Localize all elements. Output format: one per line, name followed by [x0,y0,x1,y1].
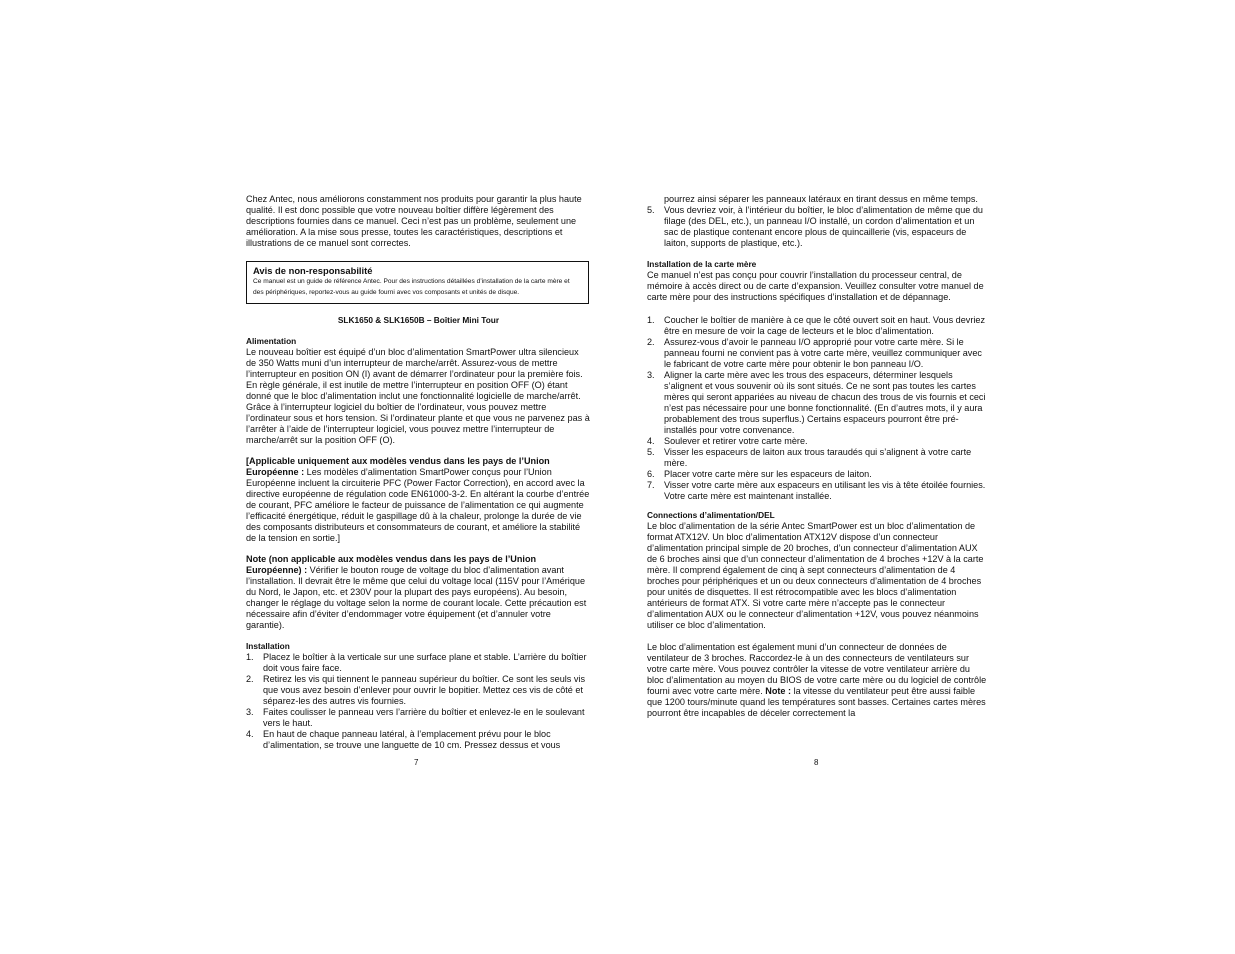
page-number-right: 8 [814,758,819,767]
list-number: 3. [647,370,655,380]
note-section [246,554,591,631]
list-number: 7. [647,480,655,490]
list-item [647,436,989,447]
list-number: 1. [647,315,655,325]
list-text: Placez le boîtier à la verticale sur une surface plane et stable. L’arrière du boîtier doit vous faire face. [263,652,587,673]
list-item [246,707,591,729]
connections-heading: Connections d’alimentation/DEL [647,510,775,520]
list-item [647,370,989,436]
list-text: Vous devriez voir, à l’intérieur du boîtier, le bloc d’alimentation de même que du filage (des DEL, etc.), un panneau I/O installé, un cordon d’alimentation et un sac de plastique contenant encore plous de quincaillerie (vis, espaceurs de laiton, supports de plastique, etc.). [664,205,983,248]
eu-bold: [Applicable uniquement aux modèles vendus dans les pays de l’Union Européenne : [246,456,550,477]
motherboard-heading: Installation de la carte mère [647,259,757,269]
list-item [647,469,989,480]
list-item [647,205,989,249]
list-number: 5. [647,205,655,215]
motherboard-list [647,315,989,502]
note-bold: Note (non applicable aux modèles vendus dans les pays de l’Union Européenne) : [246,554,537,575]
list-item [647,480,989,502]
installation-heading: Installation [246,641,290,651]
fan-text-2: la vitesse du ventilateur peut être aussi faible que 1200 tours/minute quand les températures sont basses. Certaines cartes mères pourront être incapables de déceler correctement la [647,686,986,718]
installation-list-cont [647,205,989,249]
installation-list [246,652,591,751]
list-item [246,729,591,751]
list-item [246,652,591,674]
fan-paragraph [647,642,989,719]
list-number: 4. [246,729,254,739]
list-number: 4. [647,436,655,446]
list-text: En haut de chaque panneau latéral, à l’emplacement prévu pour le bloc d’alimentation, se trouve une languette de 10 cm. Pressez dessus et vous [263,729,561,750]
list-text: Faites coulisser le panneau vers l’arrière du boîtier et enlevez-le en le soulevant vers le haut. [263,707,585,728]
list-text: Aligner la carte mère avec les trous des espaceurs, déterminer lesquels s’alignent et vous souvenir où ils sont situés. Ce ne sont pas toutes les cartes mères qui seront appariées au niveau de chacun des trous de vis fournis et ceci n’est pas nécessaire pour une bonne fonctionnalité. (En d’autres mots, il y aura probablement des trous superflus.) Certains espaceurs pourront être pré-installés pour votre convenance. [664,370,986,435]
list-number: 1. [246,652,254,662]
fan-section [647,642,989,719]
connections-text: Le bloc d’alimentation de la série Antec SmartPower est un bloc d’alimentation de format ATX12V. Un bloc d’alimentation ATX12V dispose d’un connecteur d’alimentation principal simple de 20 broches, d’un connecteur d’alimentation AUX de 6 broches ainsi que d’un connecteur d’alimentation de 4 broches +12V à la carte mère. Il comprend également de cinq à sept connecteurs d’alimentation de 4 broches pour périphériques et un ou deux connecteurs d’alimentation de 4 broches pour unités de disquettes. Il est rétrocompatible avec les blocs d’alimentation antérieurs de format ATX. Si votre carte mère n’accepte pas le connecteur d’alimentation AUX ou le connecteur d’alimentation +12V, vous pouvez néanmoins utiliser ce bloc d’alimentation. [647,521,984,630]
connections-section [647,510,989,631]
list-item [647,337,989,370]
fan-text-1: Le bloc d’alimentation est également muni d’un connecteur de données de ventilateur de 3 broches. Raccordez-le à un des connecteurs de ventilateurs sur votre carte mère. Vous pouvez contrôler la vitesse de votre ventilateur arrière du bloc d’alimentation au moyen du BIOS de votre carte mère ou du logiciel de contrôle fourni avec votre carte mère. [647,642,987,696]
disclaimer-title: Avis de non-responsabilité [253,265,373,276]
list-text: Visser les espaceurs de laiton aux trous taraudés qui s’alignent à votre carte mère. [664,447,972,468]
motherboard-steps [647,315,989,502]
eu-section [246,456,591,544]
continuation-text: pourrez ainsi séparer les panneaux latéraux en tirant dessus en même temps. [664,194,978,204]
page-number-left: 7 [414,758,419,767]
note-paragraph [246,554,591,631]
product-title: SLK1650 & SLK1650B – Boîtier Mini Tour [337,315,500,325]
list-text: Soulever et retirer votre carte mère. [664,436,808,446]
disclaimer-text: Ce manuel est un guide de référence Antec. Pour des instructions détaillées d’installation de la carte mère et des périphériques, reportez-vous au guide fourni avec vos composants et unités de disque. [253,278,570,296]
list-item [647,315,989,337]
note-text: Vérifier le bouton rouge de voltage du bloc d’alimentation avant l’installation. Il devrait être le même que celui du voltage local (115V pour l’Amérique du Nord, le Japon, etc. et 230V pour la plupart des pays européens). Au besoin, changer le réglage du voltage selon la norme de courant locale. Cette précaution est nécessaire afin d’éviter d’endommager votre équipement (et d’annuler votre garantie). [246,565,587,630]
list-text: Assurez-vous d’avoir le panneau I/O approprié pour votre carte mère. Si le panneau fourni ne convient pas à votre carte mère, veuillez communiquer avec le fabricant de votre carte mère pour obtenir le bon panneau I/O. [664,337,982,369]
list-item [647,447,989,469]
list-item [246,674,591,707]
list-text: Coucher le boîtier de manière à ce que le côté ouvert soit en haut. Vous devriez être en mesure de voir la cage de lecteurs et le bloc d’alimentation. [664,315,985,336]
list-number: 3. [246,707,254,717]
installation-section [246,641,591,751]
power-section [246,336,591,446]
list-number: 6. [647,469,655,479]
motherboard-section [647,259,989,303]
motherboard-text: Ce manuel n’est pas conçu pour couvrir l’installation du processeur central, de mémoire à accès direct ou de carte d’expansion. Veuillez consulter votre manuel de carte mère pour des instructions spécifiques d’installation et de dépannage. [647,270,984,302]
list-text: Placer votre carte mère sur les espaceurs de laiton. [664,469,872,479]
power-heading: Alimentation [246,336,297,346]
list-number: 2. [647,337,655,347]
list-number: 5. [647,447,655,457]
power-text: Le nouveau boîtier est équipé d’un bloc d’alimentation SmartPower ultra silencieux de 350 Watts muni d’un interrupteur de marche/arrêt. Assurez-vous de mettre l’interrupteur en position ON (I) avant de démarrer l’ordinateur pour la première fois. En règle générale, il est inutile de mettre l’interrupteur en position OFF (O) étant donné que le bloc d’alimentation inclut une fonctionnalité logicielle de marche/arrêt. Grâce à l’interrupteur logiciel du boîtier de l’ordinateur, vous pouvez mettre l’ordinateur sous et hors tension. Si l’ordinateur plante et que vous ne parvenez pas à l’arrêter à l’aide de l’interrupteur logiciel, vous pouvez mettre l’interrupteur de marche/arrêt sur la position OFF (O). [246,347,590,445]
list-text: Visser votre carte mère aux espaceurs en utilisant les vis à tête étoilée fournies. Votre carte mère est maintenant installée. [664,480,986,501]
eu-text: Les modèles d’alimentation SmartPower conçus pour l’Union Européenne incluent la circuiterie PFC (Power Factor Correction), en accord avec la directive européenne de régulation code EN61000-3-2. En altérant la courbe d’entrée de courant, PFC améliore le facteur de puissance de l’alimentation ce qui augmente l’efficacité énergétique, réduit le gaspillage dû à la chaleur, prolonge la durée de vie des composants distributeurs et consommateurs de courant, et améliore la stabilité de la tension en sortie.] [246,467,590,543]
intro-paragraph: Chez Antec, nous améliorons constamment nos produits pour garantir la plus haute qualité. Il est donc possible que votre nouveau boîtier diffère légèrement des descriptions fournies dans ce manuel. Ceci n’est pas un problème, seulement une amélioration. A la mise sous presse, toutes les caractéristiques, descriptions et illustrations de ce manuel sont correctes. [246,194,582,248]
list-number: 2. [246,674,254,684]
eu-paragraph [246,456,591,544]
list-text: Retirez les vis qui tiennent le panneau supérieur du boîtier. Ce sont les seuls vis que vous avez besoin d’enlever pour ouvrir le bopitier. Mettez ces vis de côté et séparez-les des autres vis fournies. [263,674,585,706]
disclaimer-box [246,261,589,304]
installation-continuation [647,194,989,249]
fan-note-label: Note : [765,686,792,696]
